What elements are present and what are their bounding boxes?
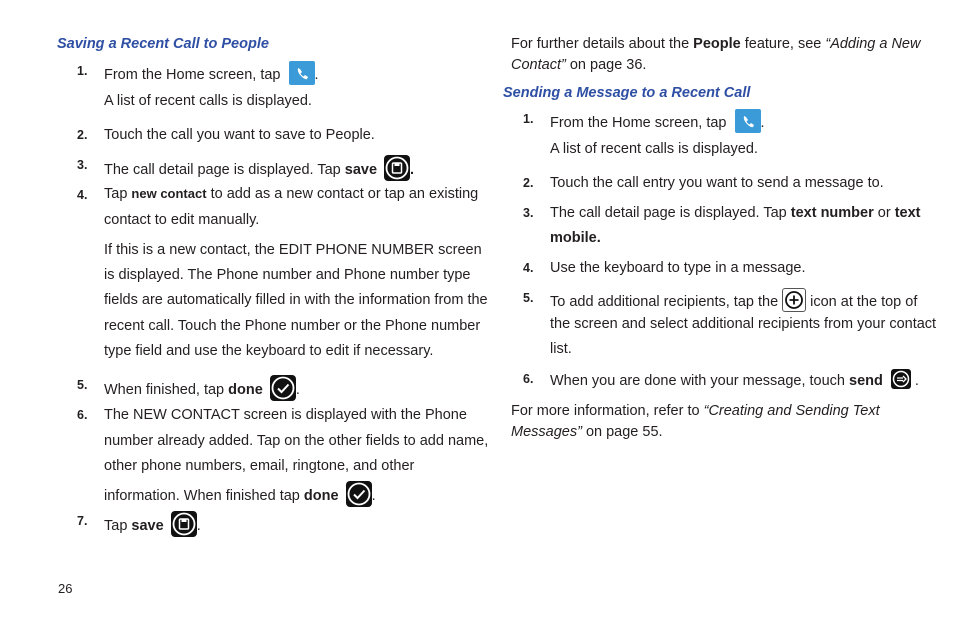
step-text: contact to edit manually. <box>104 212 260 228</box>
step-text: To add additional recipients, tap the icon at the top of <box>550 290 917 314</box>
checkmark-icon <box>346 481 372 507</box>
step-subtext: fields are automatically filled in with the information from the <box>104 292 488 308</box>
step-subtext: is displayed. The Phone number and Phone number type <box>104 267 471 283</box>
step-text: From the Home screen, tap . <box>104 63 319 87</box>
phone-icon <box>735 109 761 133</box>
step-text: From the Home screen, tap . <box>550 111 765 135</box>
step-number: 4. <box>77 188 88 202</box>
step-subtext: A list of recent calls is displayed. <box>104 93 312 109</box>
step-text: other phone numbers, email, ringtone, and other <box>104 458 415 474</box>
step-subtext: A list of recent calls is displayed. <box>550 141 758 157</box>
phone-icon <box>289 61 315 85</box>
step-number: 1. <box>523 112 534 126</box>
step-text: information. When finished tap done . <box>104 483 376 509</box>
step-text: mobile. <box>550 230 601 246</box>
step-number: 6. <box>523 372 534 386</box>
step-number: 1. <box>77 64 88 78</box>
step-number: 4. <box>523 261 534 275</box>
step-number: 6. <box>77 408 88 422</box>
step-text: The NEW CONTACT screen is displayed with the Phone <box>104 407 467 423</box>
save-icon <box>384 155 410 181</box>
step-text: number already added. Tap on the other fields to add name, <box>104 433 489 449</box>
intro-text: Contact” on page 36. <box>511 57 647 73</box>
section-heading-saving: Saving a Recent Call to People <box>57 36 269 52</box>
step-text: the screen and select additional recipients from your contact <box>550 316 937 332</box>
step-text: Tap save . <box>104 513 201 539</box>
step-text: Touch the call entry you want to send a message to. <box>550 175 884 191</box>
save-icon <box>171 511 197 537</box>
step-text: Use the keyboard to type in a message. <box>550 260 806 276</box>
step-number: 3. <box>77 158 88 172</box>
step-text: When finished, tap done . <box>104 377 300 403</box>
section-heading-sending: Sending a Message to a Recent Call <box>503 85 751 101</box>
step-number: 5. <box>523 291 534 305</box>
step-text: The call detail page is displayed. Tap text number or text <box>550 205 921 221</box>
step-text: When you are done with your message, touch send . <box>550 371 919 391</box>
send-icon <box>891 369 911 389</box>
outro-text: Messages” on page 55. <box>511 424 663 440</box>
checkmark-icon <box>270 375 296 401</box>
intro-text: For further details about the People feature, see “Adding a New <box>511 36 921 52</box>
step-text: Tap new contact to add as a new contact or tap an existing <box>104 186 479 202</box>
outro-text: For more information, refer to “Creating and Sending Text <box>511 403 880 419</box>
step-subtext: type field and use the keyboard to edit if necessary. <box>104 343 434 359</box>
step-number: 3. <box>523 206 534 220</box>
step-number: 5. <box>77 378 88 392</box>
step-number: 2. <box>523 176 534 190</box>
step-number: 7. <box>77 514 88 528</box>
step-subtext: recent call. Touch the Phone number or the Phone number <box>104 318 481 334</box>
step-text: Touch the call you want to save to People. <box>104 127 375 143</box>
page-number: 26 <box>58 581 73 596</box>
step-text: list. <box>550 341 572 357</box>
add-recipient-icon <box>782 288 806 312</box>
step-subtext: If this is a new contact, the EDIT PHONE NUMBER screen <box>104 242 482 258</box>
step-text: The call detail page is displayed. Tap save . <box>104 157 414 183</box>
step-number: 2. <box>77 128 88 142</box>
